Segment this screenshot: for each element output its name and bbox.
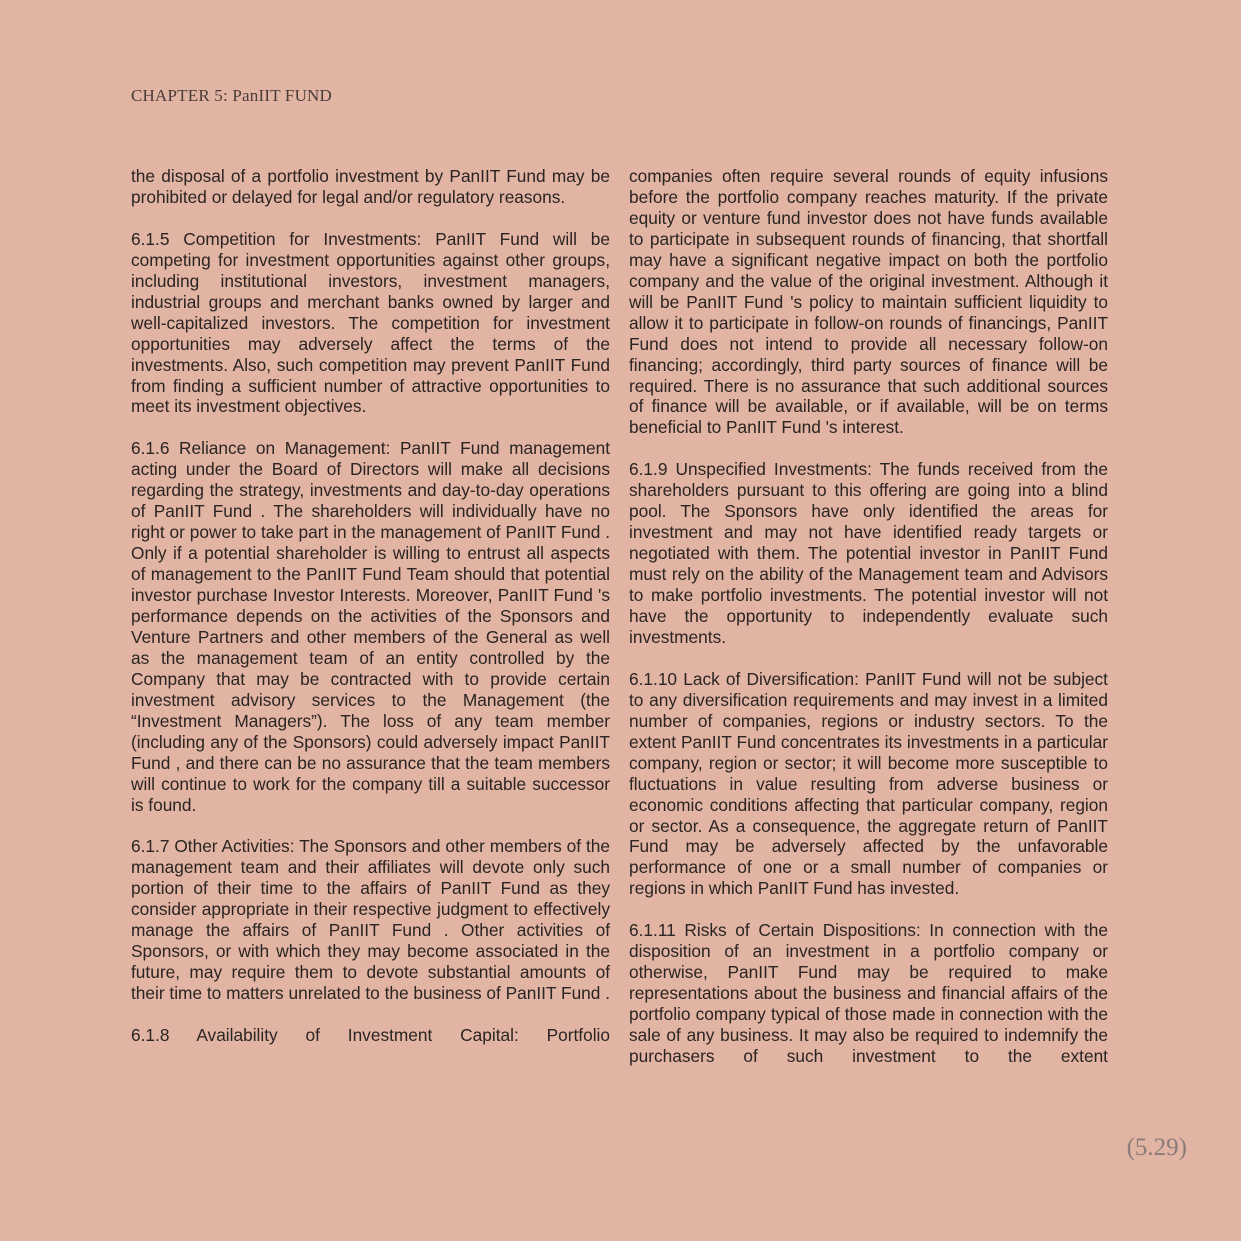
- paragraph-availability-of-capital: 6.1.8 Availability of Investment Capital: Portfolio: [131, 1025, 610, 1046]
- right-column: [629, 166, 1108, 1067]
- page-number: (5.29): [1126, 1134, 1187, 1161]
- paragraph-other-activities: 6.1.7 Other Activities: The Sponsors and other members of the management team and their affiliates will devote only such portion of their time to the affairs of PanIIT Fund as they consider appropriate in their respective judgment to effectively manage the affairs of PanIIT Fund . Other activities of Sponsors, or with which they may become associated in the future, may require them to devote substantial amounts of their time to matters unrelated to the business of PanIIT Fund .: [131, 836, 611, 1004]
- paragraph-availability-continuation: companies often require several rounds of equity infusions before the portfolio company reaches maturity. If the private equity or venture fund investor does not have funds available to participate in subsequent rounds of financing, that shortfall may have a significant negative impact on both the portfolio company and the value of the original investment. Although it will be PanIIT Fund 's policy to maintain sufficient liquidity to allow it to participate in follow-on rounds of financings, PanIIT Fund does not intend to provide all necessary follow-on financing; accordingly, third party sources of finance will be required. There is no assurance that such additional sources of finance will be available, or if available, will be on terms beneficial to PanIIT Fund 's interest.: [629, 166, 1108, 438]
- paragraph-unspecified-investments: 6.1.9 Unspecified Investments: The funds received from the shareholders pursuant to this offering are going into a blind pool. The Sponsors have only identified the areas for investment and may not have identified ready targets or negotiated with them. The potential investor in PanIIT Fund must rely on the ability of the Management team and Advisors to make portfolio investments. The potential investor will not have the opportunity to independently evaluate such investments.: [629, 459, 1108, 647]
- paragraph-reliance-on-management: 6.1.6 Reliance on Management: PanIIT Fund management acting under the Board of Directors will make all decisions regarding the strategy, investments and day-to-day operations of PanIIT Fund . The shareholders will individually have no right or power to take part in the management of PanIIT Fund . Only if a potential shareholder is willing to entrust all aspects of management to the PanIIT Fund Team should that potential investor purchase Investor Interests. Moreover, PanIIT Fund 's performance depends on the activities of the Sponsors and Venture Partners and other members of the General as well as the management team of an entity controlled by the Company that may be contracted with to provide certain investment advisory services to the Management (the “Investment Managers”). The loss of any team member (including any of the Sponsors) could adversely impact PanIIT Fund , and there can be no assurance that the team members will continue to work for the company till a suitable successor is found.: [131, 438, 610, 815]
- paragraph-competition-for-investments: 6.1.5 Competition for Investments: PanIIT Fund will be competing for investment opportunities against other groups, including institutional investors, investment managers, industrial groups and merchant banks owned by larger and well-capitalized investors. The competition for investment opportunities may adversely affect the terms of the investments. Also, such competition may prevent PanIIT Fund from finding a sufficient number of attractive opportunities to meet its investment objectives.: [131, 228, 610, 417]
- paragraph-disposal-continuation: the disposal of a portfolio investment by PanIIT Fund may be prohibited or delayed for legal and/or regulatory reasons.: [131, 166, 610, 207]
- paragraph-risks-of-dispositions: 6.1.11 Risks of Certain Dispositions: In connection with the disposition of an investment in a portfolio company or otherwise, PanIIT Fund may be required to make representations about the business and financial affairs of the portfolio company typical of those made in connection with the sale of any business. It may also be required to indemnify the purchasers of such investment to the extent: [629, 920, 1108, 1066]
- paragraph-lack-of-diversification: 6.1.10 Lack of Diversification: PanIIT Fund will not be subject to any diversification requirements and may invest in a limited number of companies, regions or industry sectors. To the extent PanIIT Fund concentrates its investments in a particular company, region or sector; it will become more susceptible to fluctuations in value resulting from adverse business or economic conditions affecting that particular company, region or sector. As a consequence, the aggregate return of PanIIT Fund may be adversely affected by the unfavorable performance of one or a small number of companies or regions in which PanIIT Fund has invested.: [629, 668, 1108, 899]
- running-head: CHAPTER 5: PanIIT FUND: [131, 86, 333, 105]
- left-column: [131, 166, 610, 1046]
